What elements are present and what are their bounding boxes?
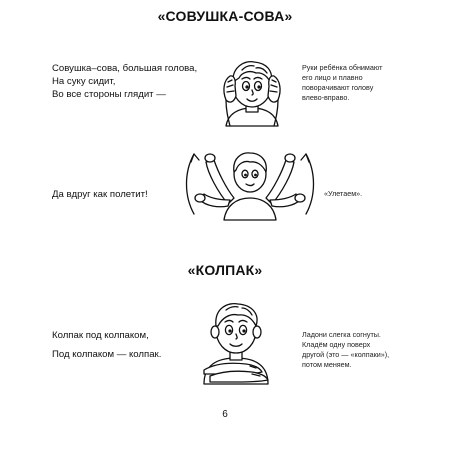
note-line: потом меняем.: [302, 360, 352, 369]
boy-flying-illustration: [180, 140, 320, 220]
verse-line: Во все стороны глядит —: [52, 89, 166, 100]
page-number: 6: [222, 409, 228, 420]
note-line: Руки ребёнка обнимают: [302, 63, 383, 72]
verse-poletit: Да вдруг как полетит!: [52, 189, 148, 200]
note-line: Кладём одну поверх: [302, 340, 371, 349]
verse-line: На суку сидит,: [52, 76, 116, 87]
verse-kolpak: [52, 329, 161, 361]
boy-holding-head-illustration: [212, 56, 292, 128]
note-line: его лицо и плавно: [302, 73, 363, 82]
verse-line: Совушка–сова, большая голова,: [52, 63, 198, 74]
section-title-kolpak: «КОЛПАК»: [187, 262, 263, 278]
instruction-note-uletaem: «Улетаем».: [324, 189, 363, 198]
note-line: влево-вправо.: [302, 93, 350, 102]
note-line: другой (это — «колпаки»),: [302, 350, 390, 359]
verse-sovushka: [52, 62, 197, 101]
section-title-sovushka: «СОВУШКА-СОВА»: [157, 8, 293, 24]
boy-stacked-palms-illustration: [198, 300, 274, 386]
verse-line: Колпак под колпаком,: [52, 330, 149, 341]
instruction-note-sovushka: [302, 63, 412, 103]
note-line: поворачивают голову: [302, 83, 374, 92]
instruction-note-kolpak: [302, 330, 414, 370]
note-line: Ладони слегка согнуты.: [302, 330, 381, 339]
verse-line: Под колпаком — колпак.: [52, 349, 162, 360]
